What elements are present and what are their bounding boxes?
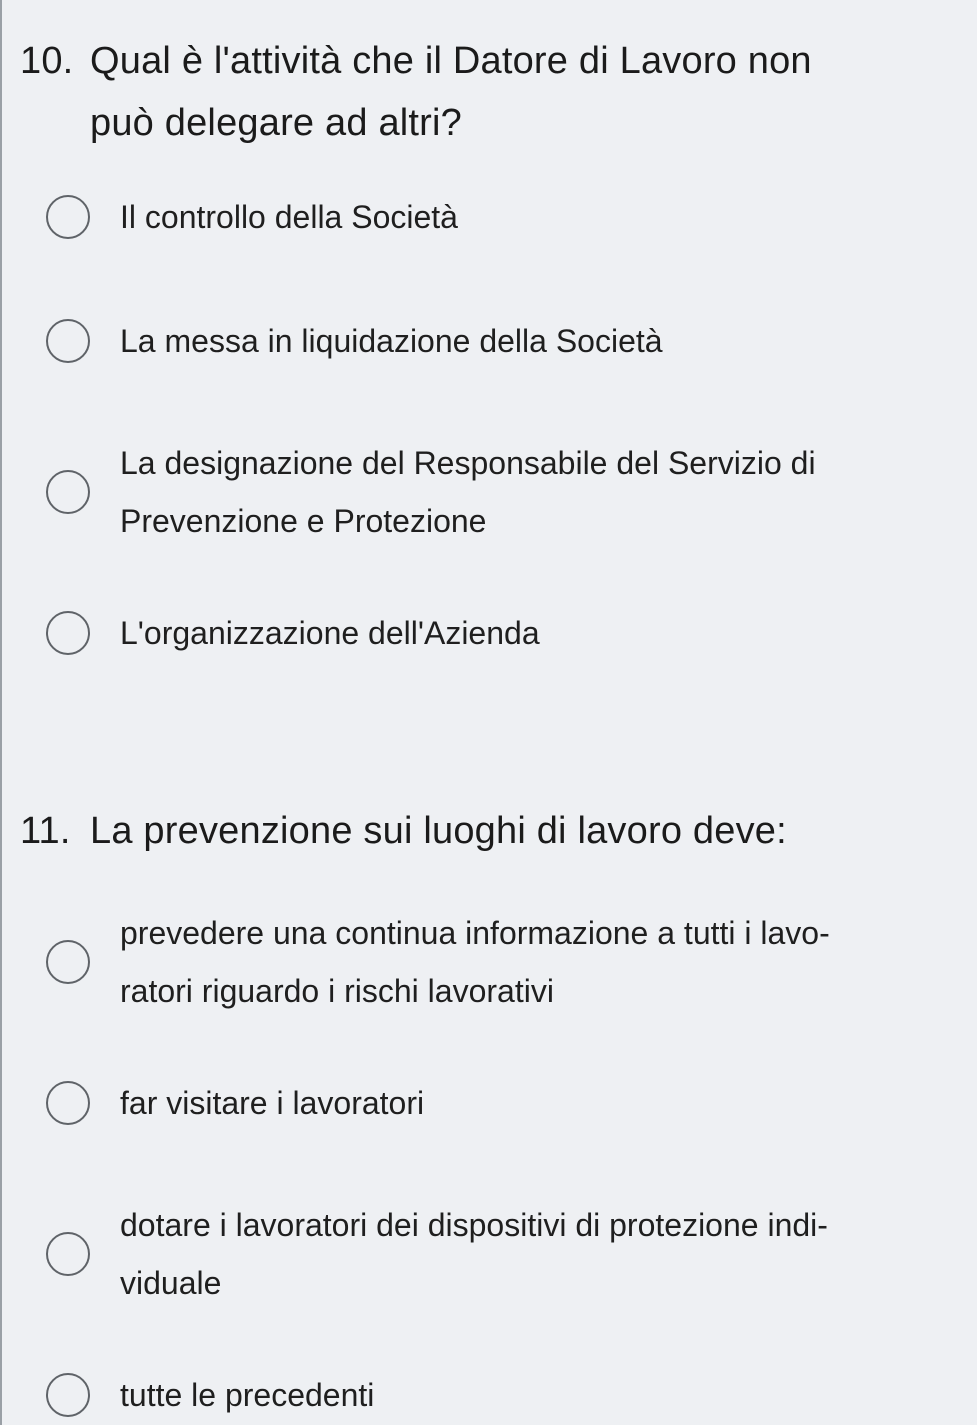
option-q11-3[interactable] xyxy=(46,1196,947,1312)
radio-button[interactable] xyxy=(46,1081,90,1125)
question-number: 11. xyxy=(20,810,71,852)
option-q11-1[interactable] xyxy=(46,904,947,1020)
option-label-line1: Il controllo della Società xyxy=(120,199,458,235)
option-label-line1: L'organizzazione dell'Azienda xyxy=(120,615,540,651)
option-label-line2: viduale xyxy=(120,1265,222,1301)
option-label-line1: prevedere una continua informazione a tutti i lavo- xyxy=(120,915,830,951)
option-label xyxy=(120,1074,424,1132)
option-q10-4[interactable] xyxy=(46,604,947,662)
radio-button[interactable] xyxy=(46,319,90,363)
radio-button[interactable] xyxy=(46,940,90,984)
option-label xyxy=(120,434,816,550)
option-label-line1: far visitare i lavoratori xyxy=(120,1085,425,1121)
option-label xyxy=(120,1196,828,1312)
question-10 xyxy=(20,30,812,154)
option-q11-2[interactable] xyxy=(46,1074,947,1132)
option-label-line1: tutte le precedenti xyxy=(120,1377,375,1413)
question-text-line1: Qual è l'attività che il Datore di Lavoro non xyxy=(90,40,812,82)
question-text-line1: La prevenzione sui luoghi di lavoro deve: xyxy=(90,810,787,852)
question-number: 10. xyxy=(20,40,74,82)
question-11 xyxy=(20,800,787,862)
radio-button[interactable] xyxy=(46,1373,90,1417)
option-label-line2: ratori riguardo i rischi lavorativi xyxy=(120,973,554,1009)
option-label-line2: Prevenzione e Protezione xyxy=(120,503,487,539)
option-q10-2[interactable] xyxy=(46,312,947,370)
option-q10-3[interactable] xyxy=(46,434,947,550)
option-q10-1[interactable] xyxy=(46,188,947,246)
radio-button[interactable] xyxy=(46,1232,90,1276)
option-label xyxy=(120,1366,374,1424)
option-label xyxy=(120,604,540,662)
radio-button[interactable] xyxy=(46,611,90,655)
radio-button[interactable] xyxy=(46,470,90,514)
option-label-line1: La designazione del Responsabile del Servizio di xyxy=(120,445,816,481)
option-label-line1: La messa in liquidazione della Società xyxy=(120,323,663,359)
question-text-line2: può delegare ad altri? xyxy=(90,102,463,144)
option-label xyxy=(120,904,830,1020)
option-label xyxy=(120,312,663,370)
option-label-line1: dotare i lavoratori dei dispositivi di protezione indi- xyxy=(120,1207,828,1243)
radio-button[interactable] xyxy=(46,195,90,239)
option-q11-4[interactable] xyxy=(46,1366,947,1424)
option-label xyxy=(120,188,458,246)
